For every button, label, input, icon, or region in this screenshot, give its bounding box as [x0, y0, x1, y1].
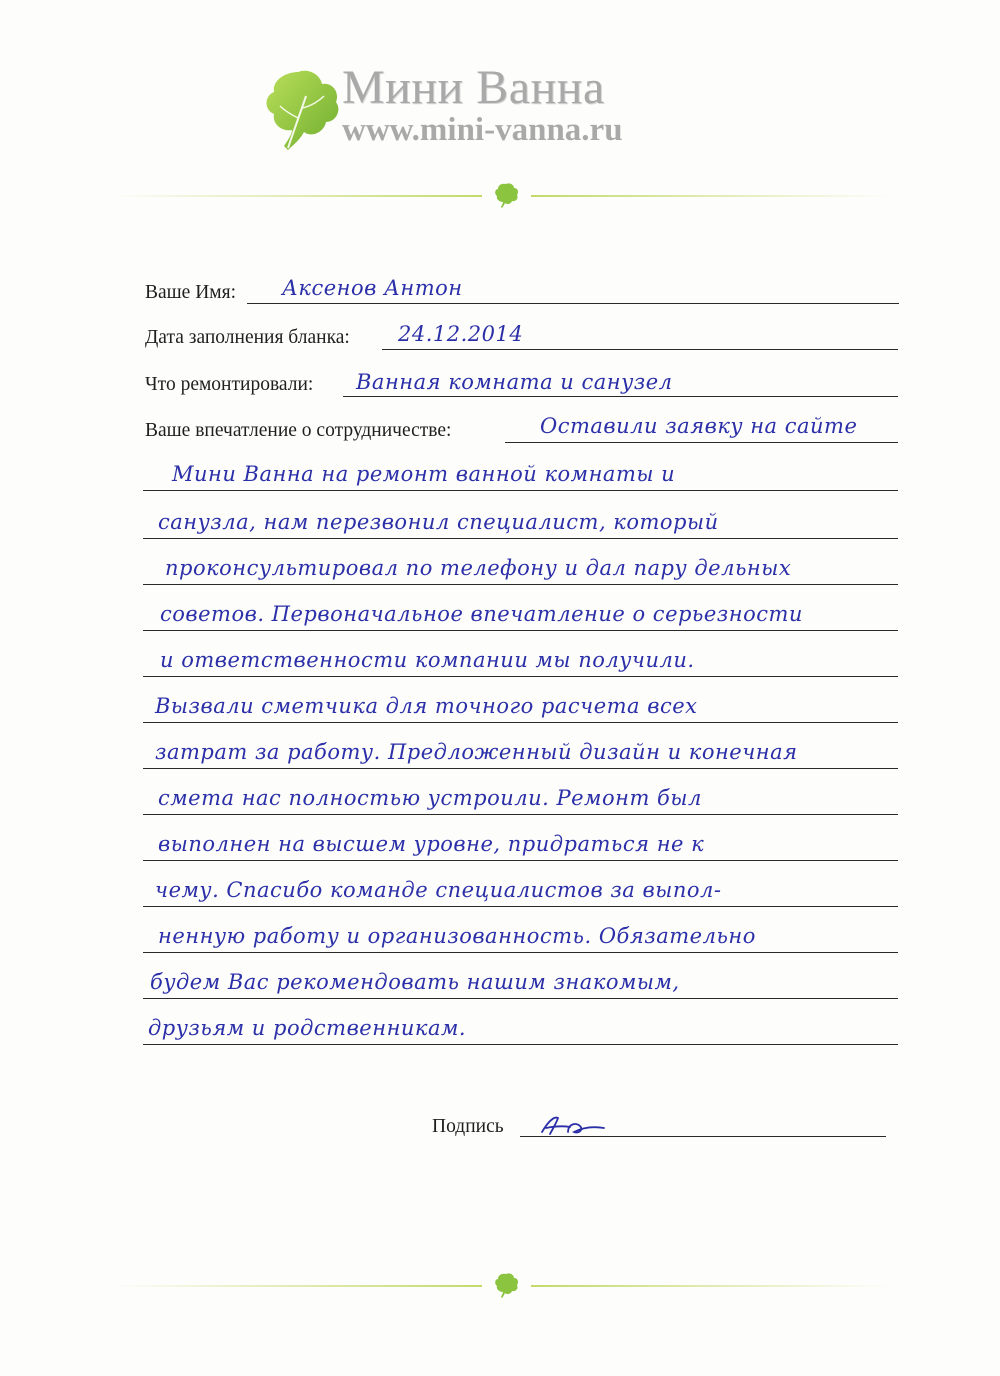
name-label: Ваше Имя: [145, 282, 237, 303]
impression-text-11: ненную работу и организованность. Обязательно [158, 924, 756, 948]
top-divider-right [531, 195, 891, 197]
repair-value: Ванная комната и санузел [356, 370, 673, 394]
repair-label: Что ремонтировали: [145, 374, 314, 395]
impression-text-10: чему. Спасибо команде специалистов за выпол- [155, 878, 722, 902]
signature-mark [538, 1112, 608, 1140]
signature-label: Подпись [432, 1116, 504, 1137]
date-line [382, 349, 898, 350]
impression-line-6 [143, 722, 898, 723]
impression-text-6: Вызвали сметчика для точного расчета всех [155, 694, 698, 718]
impression-line-2 [143, 538, 898, 539]
impression-line-11 [143, 952, 898, 953]
date-label: Дата заполнения бланка: [145, 327, 350, 348]
impression-line-1 [143, 490, 898, 491]
impression-text-9: выполнен на высшем уровне, придраться не к [158, 832, 705, 856]
impression-text-3: проконсультировал по телефону и дал пару дельных [165, 556, 792, 580]
impression-text-8: смета нас полностью устроили. Ремонт был [158, 786, 702, 810]
impression-text-7: затрат за работу. Предложенный дизайн и конечная [155, 740, 798, 764]
small-leaf-icon [495, 182, 519, 208]
impression-line-0 [505, 442, 898, 443]
name-line [247, 303, 899, 304]
name-value: Аксенов Антон [282, 276, 463, 300]
impression-line-12 [143, 998, 898, 999]
brand-url[interactable]: www.mini-vanna.ru [342, 112, 623, 148]
green-leaf-icon [262, 66, 340, 150]
impression-line-4 [143, 630, 898, 631]
brand-name: Мини Ванна [342, 61, 605, 114]
bottom-divider-right [531, 1285, 891, 1287]
top-divider-left [112, 195, 482, 197]
impression-text-12: будем Вас рекомендовать нашим знакомым, [150, 970, 680, 994]
impression-text-4: советов. Первоначальное впечатление о серьезности [160, 602, 803, 626]
impression-text-1: Мини Ванна на ремонт ванной комнаты и [172, 462, 676, 486]
impression-line-7 [143, 768, 898, 769]
impression-line-3 [143, 584, 898, 585]
date-value: 24.12.2014 [398, 322, 524, 346]
impression-text-5: и ответственности компании мы получили. [160, 648, 695, 672]
impression-line-8 [143, 814, 898, 815]
impression-text-2: санузла, нам перезвонил специалист, который [158, 510, 719, 534]
repair-line [343, 396, 898, 397]
impression-line-9 [143, 860, 898, 861]
impression-line-10 [143, 906, 898, 907]
bottom-divider-left [112, 1285, 482, 1287]
small-leaf-icon [495, 1272, 519, 1298]
impression-text-0: Оставили заявку на сайте [540, 414, 858, 438]
impression-line-5 [143, 676, 898, 677]
brand-logo [262, 62, 682, 172]
impression-label: Ваше впечатление о сотрудничестве: [145, 420, 452, 441]
impression-text-13: друзьям и родственникам. [148, 1016, 467, 1040]
impression-line-13 [143, 1044, 898, 1045]
